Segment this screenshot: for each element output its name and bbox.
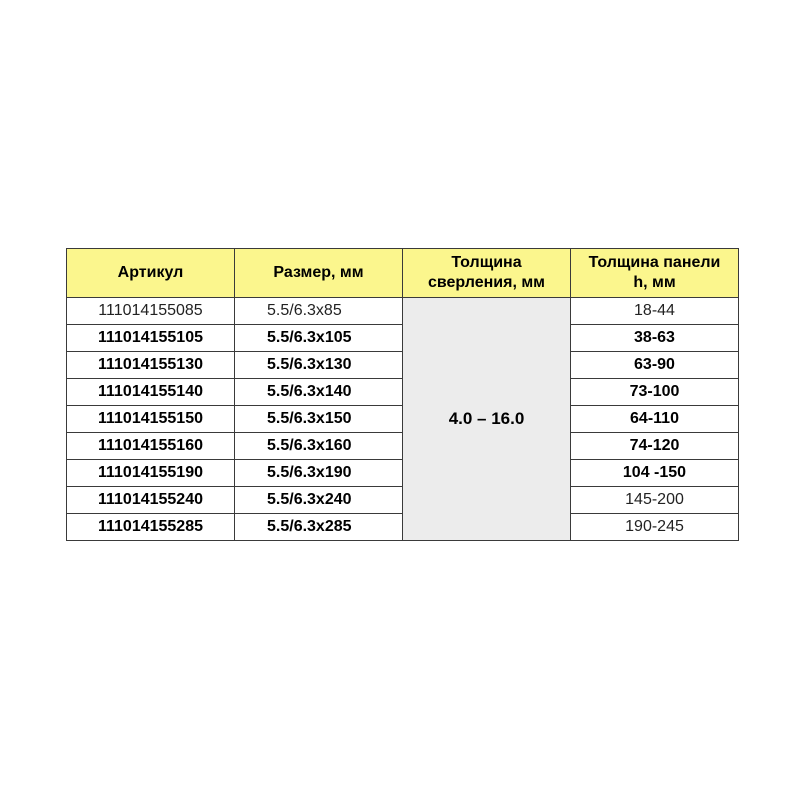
cell-panel: 74-120 — [571, 433, 739, 460]
cell-article: 111014155190 — [67, 460, 235, 487]
cell-article: 111014155160 — [67, 433, 235, 460]
spec-table — [66, 248, 739, 541]
cell-article: 111014155140 — [67, 379, 235, 406]
cell-size: 5.5/6.3x150 — [235, 406, 403, 433]
cell-size: 5.5/6.3x285 — [235, 514, 403, 541]
cell-size: 5.5/6.3x160 — [235, 433, 403, 460]
table-header-row — [67, 249, 739, 298]
header-drill-thickness: Толщина сверления, мм — [403, 249, 571, 298]
cell-article: 111014155285 — [67, 514, 235, 541]
header-article: Артикул — [67, 249, 235, 298]
cell-size: 5.5/6.3x190 — [235, 460, 403, 487]
cell-article: 111014155105 — [67, 325, 235, 352]
cell-size: 5.5/6.3x140 — [235, 379, 403, 406]
cell-size: 5.5/6.3x105 — [235, 325, 403, 352]
cell-panel: 145-200 — [571, 487, 739, 514]
cell-panel: 73-100 — [571, 379, 739, 406]
cell-article: 111014155150 — [67, 406, 235, 433]
cell-article: 111014155085 — [67, 298, 235, 325]
table-row — [67, 298, 739, 325]
header-panel-thickness: Толщина панели h, мм — [571, 249, 739, 298]
header-size: Размер, мм — [235, 249, 403, 298]
cell-panel: 63-90 — [571, 352, 739, 379]
cell-panel: 18-44 — [571, 298, 739, 325]
cell-size: 5.5/6.3x240 — [235, 487, 403, 514]
cell-drill-thickness: 4.0 – 16.0 — [403, 298, 571, 541]
cell-article: 111014155240 — [67, 487, 235, 514]
cell-size: 5.5/6.3x130 — [235, 352, 403, 379]
cell-size: 5.5/6.3x85 — [235, 298, 403, 325]
spec-table-container — [66, 248, 739, 541]
cell-panel: 64-110 — [571, 406, 739, 433]
cell-panel: 104 -150 — [571, 460, 739, 487]
cell-article: 111014155130 — [67, 352, 235, 379]
cell-panel: 38-63 — [571, 325, 739, 352]
cell-panel: 190-245 — [571, 514, 739, 541]
